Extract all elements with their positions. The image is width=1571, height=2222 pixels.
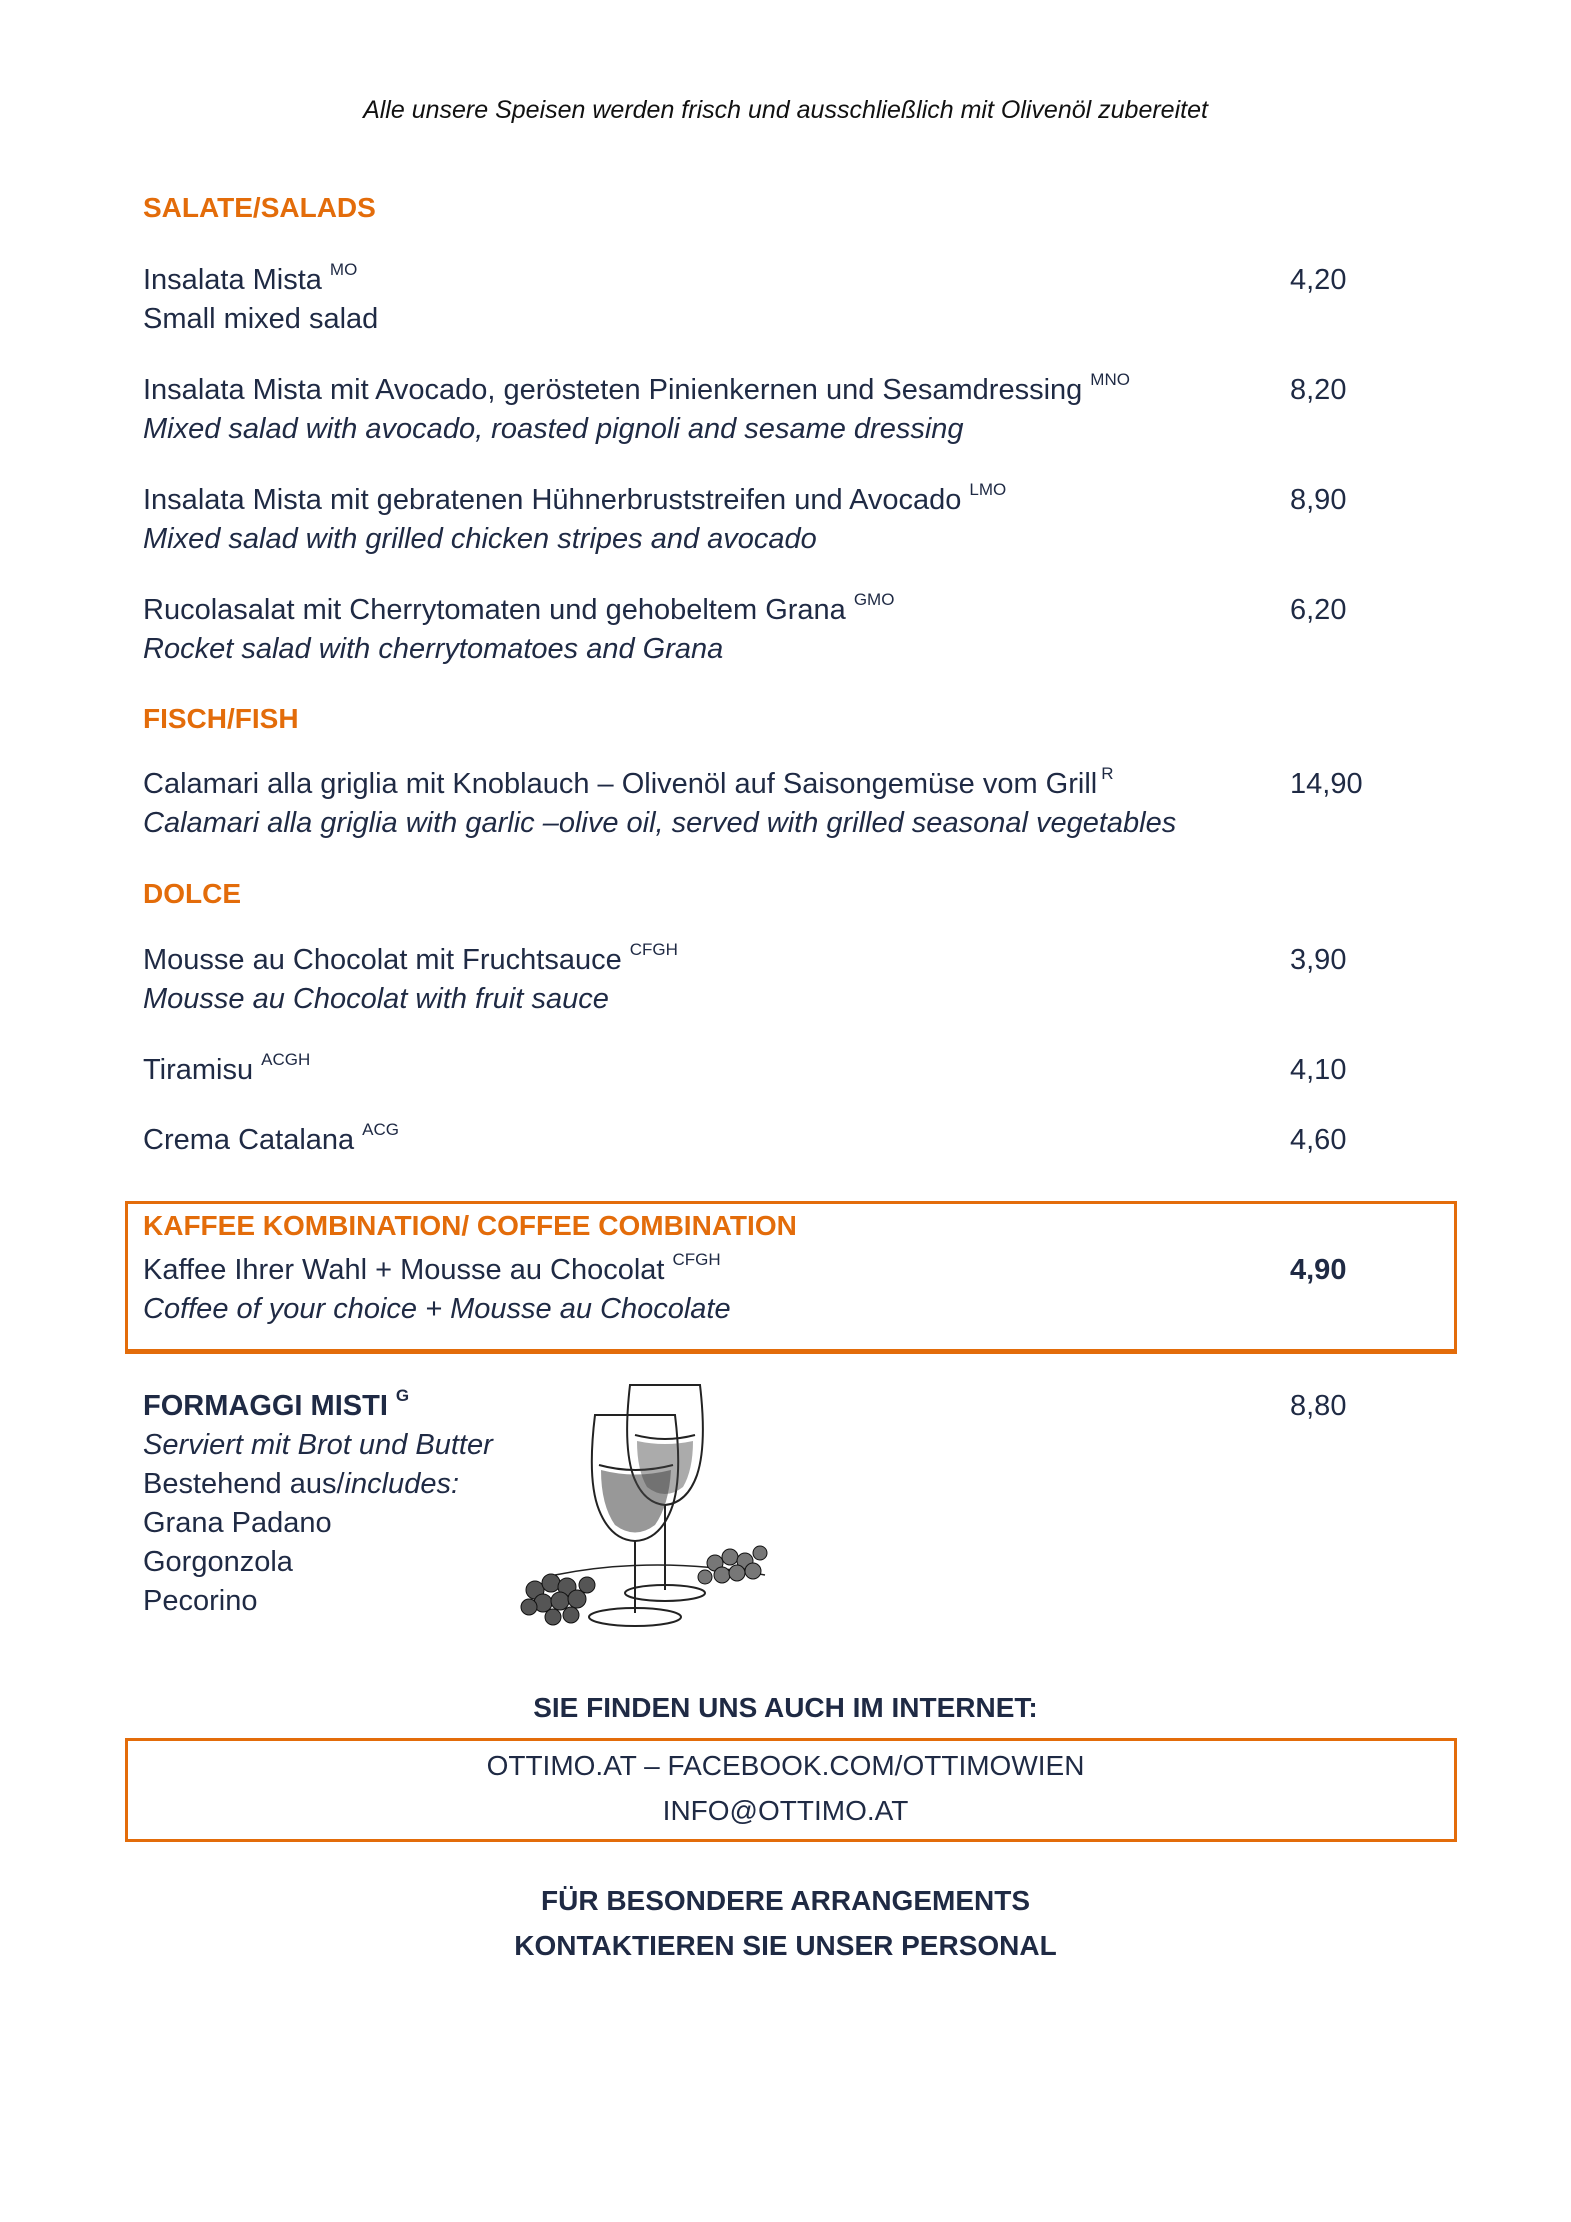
menu-item-name: Mousse au Chocolat mit Fruchtsauce $^{CFGH}$ xyxy=(143,940,678,976)
section-title-salate: SALATE/SALADS xyxy=(143,192,376,223)
coffee-combination-title: KAFFEE KOMBINATION/ COFFEE COMBINATION xyxy=(143,1210,797,1241)
cheese-item: Pecorino xyxy=(143,1585,258,1617)
cheese-item: Gorgonzola xyxy=(143,1546,293,1578)
menu-item-description: Small mixed salad xyxy=(143,303,379,335)
allergen-codes: CFGH xyxy=(672,1250,721,1269)
formaggi-title: FORMAGGI MISTI $^G$ xyxy=(143,1386,410,1422)
allergen-codes: ACG xyxy=(362,1120,399,1139)
arrangements-line-1: FÜR BESONDERE ARRANGEMENTS xyxy=(541,1885,1030,1916)
intro-text: Alle unsere Speisen werden frisch und ausschließlich mit Olivenöl zubereitet xyxy=(363,96,1208,124)
wine-glasses-icon xyxy=(515,1375,785,1640)
arrangements-line-2: KONTAKTIEREN SIE UNSER PERSONAL xyxy=(514,1930,1057,1961)
allergen-codes: LMO xyxy=(969,480,1007,499)
section-title-fisch: FISCH/FISH xyxy=(143,703,299,734)
email-link[interactable]: INFO@OTTIMO.AT xyxy=(662,1795,909,1826)
allergen-codes: ACGH xyxy=(261,1050,311,1069)
formaggi-served: Serviert mit Brot und Butter xyxy=(143,1429,493,1461)
menu-item-description: Calamari alla griglia with garlic –olive oil, served with grilled seasonal vegetables xyxy=(143,807,1177,839)
menu-item-price: 4,20 xyxy=(1290,264,1347,296)
allergen-codes: CFGH xyxy=(629,940,678,959)
menu-item-price: 8,90 xyxy=(1290,484,1347,516)
section-title-dolce: DOLCE xyxy=(143,878,241,909)
menu-item-price: 8,20 xyxy=(1290,374,1347,406)
menu-item-name: Kaffee Ihrer Wahl + Mousse au Chocolat $^{CFGH}$ xyxy=(143,1250,721,1286)
menu-item-name: Insalata Mista mit Avocado, gerösteten Pinienkernen und Sesamdressing $^{MNO}$ xyxy=(143,370,1130,406)
menu-item-description: Rocket salad with cherrytomatoes and Grana xyxy=(143,633,724,665)
allergen-codes: R xyxy=(1101,764,1114,783)
menu-item-price: 14,90 xyxy=(1290,768,1363,800)
menu-item-name: Calamari alla griglia mit Knoblauch – Olivenöl auf Saisongemüse vom Grill $^R$ xyxy=(143,764,1114,800)
allergen-codes: G xyxy=(395,1386,410,1405)
menu-item-description: Mixed salad with grilled chicken stripes and avocado xyxy=(143,523,817,555)
menu-item-price: 4,90 xyxy=(1290,1254,1347,1286)
allergen-codes: GMO xyxy=(853,590,895,609)
menu-item-name: Insalata Mista $^{MO}$ xyxy=(143,260,358,296)
menu-item-price: 4,60 xyxy=(1290,1124,1347,1156)
allergen-codes: MO xyxy=(329,260,358,279)
menu-item-name: Tiramisu $^{ACGH}$ xyxy=(143,1050,311,1086)
menu-item-name: Rucolasalat mit Cherrytomaten und gehobeltem Grana $^{GMO}$ xyxy=(143,590,895,626)
menu-item-price: 3,90 xyxy=(1290,944,1347,976)
internet-heading: SIE FINDEN UNS AUCH IM INTERNET: xyxy=(533,1692,1038,1723)
allergen-codes: MNO xyxy=(1090,370,1130,389)
menu-item-name: Insalata Mista mit gebratenen Hühnerbruststreifen und Avocado $^{LMO}$ xyxy=(143,480,1007,516)
formaggi-includes: Bestehend aus/includes: xyxy=(143,1468,460,1500)
menu-item-name: Crema Catalana $^{ACG}$ xyxy=(143,1120,399,1156)
menu-item-price: 8,80 xyxy=(1290,1390,1347,1422)
menu-item-description: Mousse au Chocolat with fruit sauce xyxy=(143,983,609,1015)
website-links[interactable]: OTTIMO.AT – FACEBOOK.COM/OTTIMOWIEN xyxy=(486,1750,1085,1781)
menu-item-description: Mixed salad with avocado, roasted pignoli and sesame dressing xyxy=(143,413,964,445)
cheese-item: Grana Padano xyxy=(143,1507,332,1539)
menu-item-price: 6,20 xyxy=(1290,594,1347,626)
menu-item-price: 4,10 xyxy=(1290,1054,1347,1086)
menu-item-description: Coffee of your choice + Mousse au Chocolate xyxy=(143,1293,731,1325)
